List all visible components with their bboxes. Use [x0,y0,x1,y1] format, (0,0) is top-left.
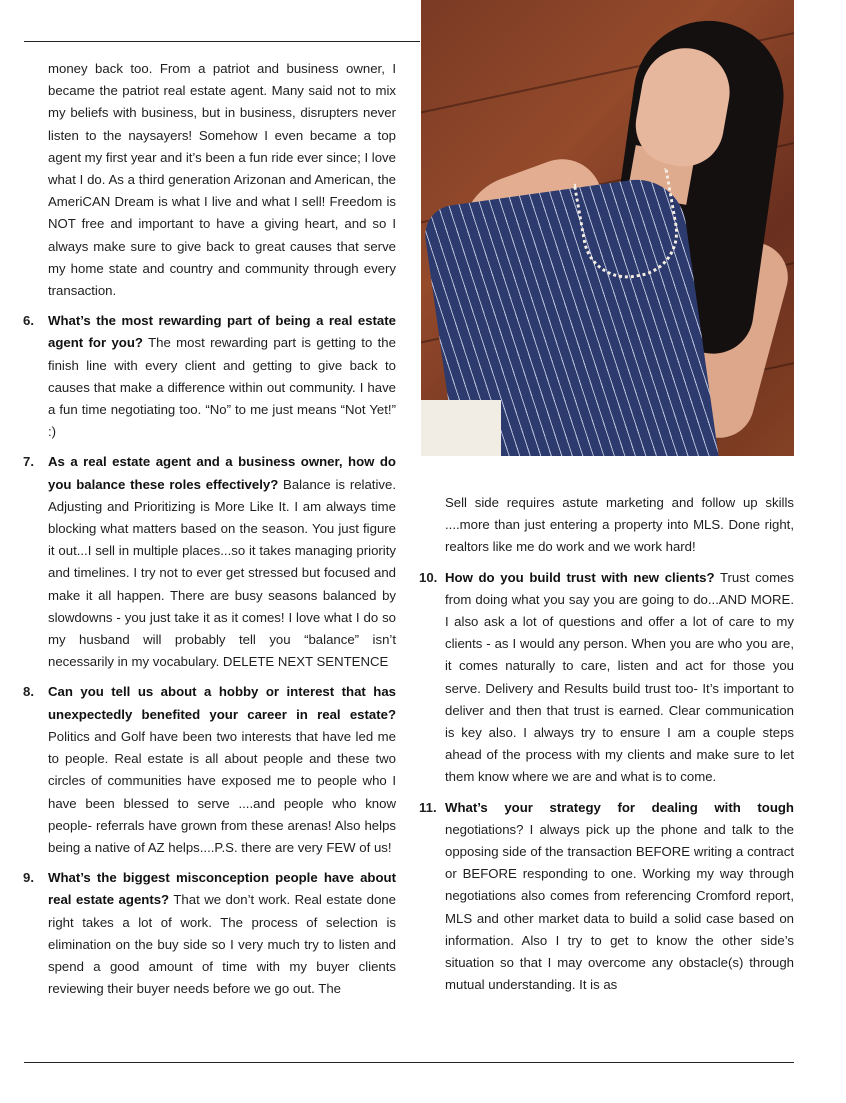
right-column [419,492,794,996]
qa-item-10 [419,567,794,789]
qa-item-9 [23,867,396,1000]
question-text: Can you tell us about a hobby or interest that has unexpectedly benefited your career in real estate? [48,684,396,722]
item-number: 11. [419,799,437,815]
question-text: What’s your strategy for dealing with tough [445,799,794,815]
qa-item-11 [419,797,794,997]
item-number: 10. [419,569,438,585]
qa-item-7 [23,451,396,673]
top-rule [24,41,420,42]
left-column [23,58,396,1000]
item-number: 7. [23,454,34,470]
answer-text: Politics and Golf have been two interests that have led me to people. Real estate is all about people and these two circles of communities have exposed me to people who I have been blessed to serve ....and people who know people- referrals have grown from these arenas! Also helps being a native of AZ helps....P.S. there are very FEW of us! [48,728,396,855]
question-text: What’s the most rewarding part of being a real estate agent for you? [48,313,396,351]
intro-paragraph: money back too. From a patriot and business owner, I became the patriot real estate agent. Many said not to mix my beliefs with business, but in business, disrupters never listen to the naysayers! Somehow I even became a top agent my first year and it’s been a fun ride ever since; I love what I do. As a third generation Arizonan and American, the AmeriCAN Dream is what I live and what I sell! Freedom is NOT free and important to have a giving heart, and so I always make sure to give back to great causes that serve my home state and country and community through every transaction. [48,61,396,299]
answer-text: Trust comes from doing what you say you are going to do...AND MORE. I also ask a lot of questions and offer a lot of care to my clients - as I would any person. When you are who you are, it comes naturally to care, listen and act for those you serve. Delivery and Results build trust too- It’s important to deliver and then that trust is earned. Clear communication is key also. I always try to ensure I am a couple steps ahead of the process with my clients and make sure to let them know where we are and what is to come. [445,569,794,785]
answer-text: Balance is relative. Adjusting and Prioritizing is More Like It. I am always time blocking what matters based on the season. You just figure it out...I sell in multiple places...so it takes managing priority and timelines. I try not to ever get stressed but focused and make it all happen. There are busy seasons balanced by slowdowns - you just take it as it comes! I love what I do so my husband will probably tell you “balance” isn’t necessarily in my vocabulary. DELETE NEXT SENTENCE [48,476,396,670]
item-number: 8. [23,684,34,700]
portrait-photo [421,0,794,456]
question-text: What’s the biggest misconception people have about real estate agents? [48,870,396,908]
question-text: How do you build trust with new clients? [445,569,715,585]
qa-item-8 [23,681,396,859]
item-number: 9. [23,870,34,886]
bottom-rule [24,1062,794,1063]
answer-text: negotiations? I always pick up the phone and talk to the opposing side of the transaction BEFORE writing a contract or BEFORE responding to one. Working my way through negotiations also comes from referencing Cromford report, MLS and other market data to build a solid case based on information. Also I try to get to know the other side’s situation so that I may overcome any obstacle(s) through mutual understanding. It is as [445,821,794,993]
answer-text: That we don’t work. Real estate done right takes a lot of work. The process of selection is elimination on the buy side so I very much try to listen and spend a good amount of time with my buyer clients reviewing their buyer needs before we go out. The [48,892,396,997]
answer-text: The most rewarding part is getting to the finish line with every client and getting to give back to causes that make a difference within out community. I have a fun time negotiating too. “No” to me just means “Not Yet!” :) [48,335,396,440]
item-number: 6. [23,313,34,329]
question-text: As a real estate agent and a business owner, how do you balance these roles effectively? [48,454,396,492]
qa-item-6 [23,310,396,443]
continuation-paragraph: Sell side requires astute marketing and follow up skills ....more than just entering a property into MLS. Done right, realtors like me do work and we work hard! [445,495,794,555]
